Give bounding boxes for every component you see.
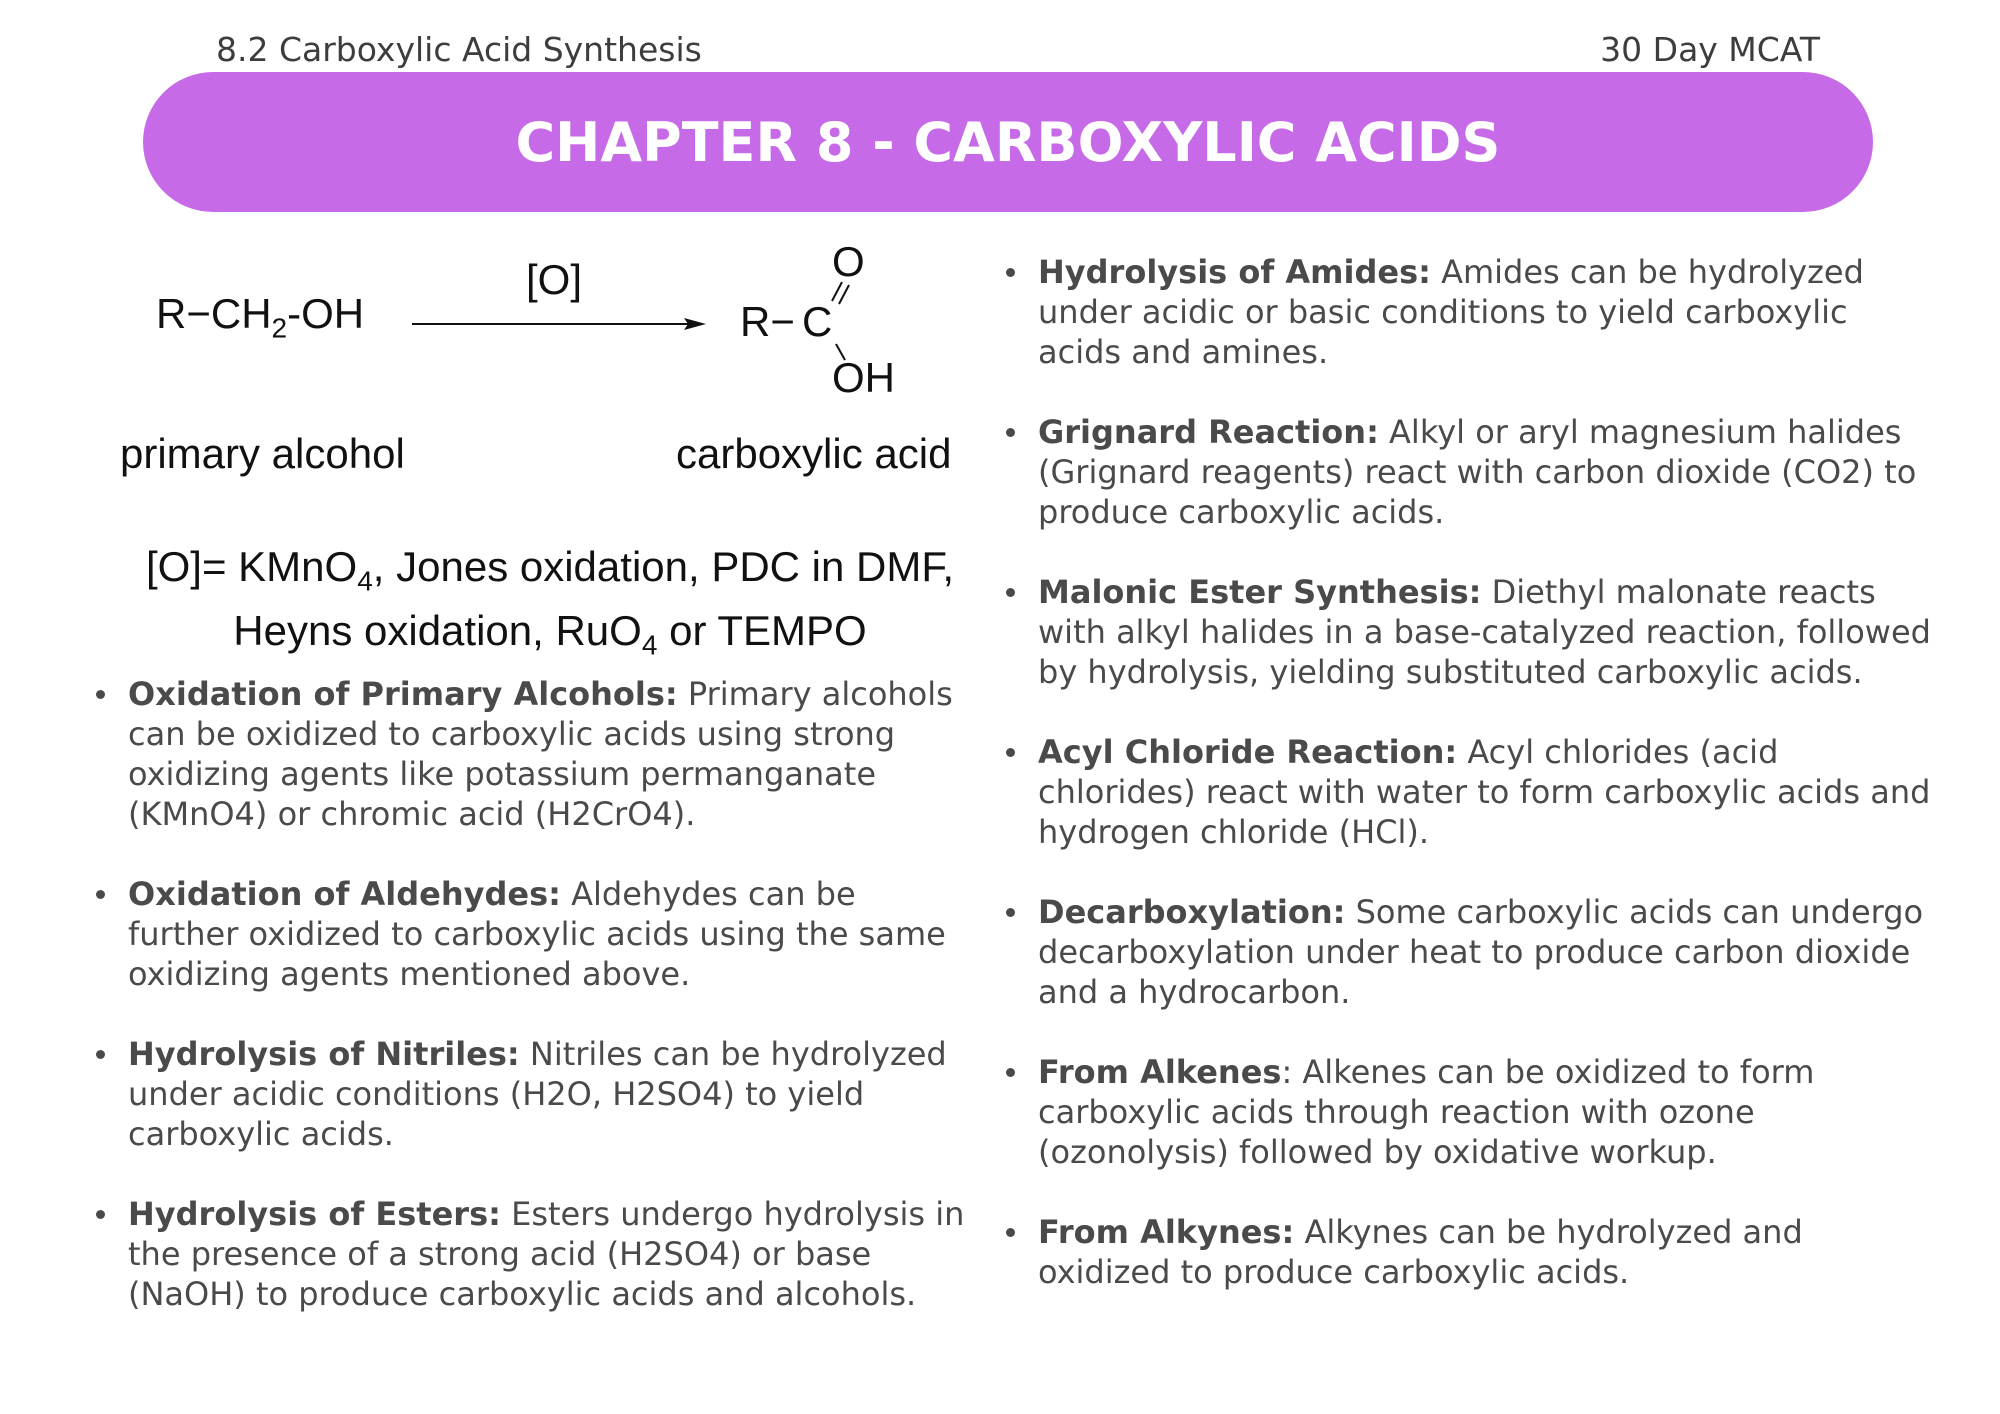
reactant-formula: $R-CH_2-OH$ [156,290,365,344]
product-hydroxyl: OH [832,354,895,401]
method-description: Primary alcohols can be oxidized to carboxylic acids using strong oxidizing agents like potassium permanganate (KMnO4) or chromic acid (H2CrO4). [128,675,953,833]
oxidant-reagents-list: [O]= KMnO$_4$, Jones oxidation, PDC in DMF, Heyns oxidation, RuO$_4$ or TEMPO [145,543,955,661]
method-description: Alkyl or aryl magnesium halides (Grignard reagents) react with carbon dioxide (CO2) to produce carboxylic acids. [1038,413,1917,531]
chapter-banner [143,72,1873,212]
list-item [1000,412,1940,532]
list-item [1000,1212,1940,1292]
synthesis-methods-right-list [1000,252,1940,1332]
method-term: From Alkynes: [1038,1213,1295,1251]
method-term: Malonic Ester Synthesis: [1038,573,1482,611]
list-item [90,874,970,994]
oxidation-reaction-scheme [110,238,990,661]
product-carbon: C [802,298,833,345]
method-description: Amides can be hydrolyzed under acidic or basic conditions to yield carboxylic acids and amines. [1038,253,1864,371]
product-r-group: R− [740,298,795,345]
list-item [1000,572,1940,692]
method-term: From Alkenes [1038,1053,1282,1091]
method-description: Diethyl malonate reacts with alkyl halides in a base-catalyzed reaction, followed by hydrolysis, yielding substituted carboxylic acids. [1038,573,1931,691]
oxidant-label: [O] [526,256,583,303]
product-label: carboxylic acid [676,430,952,477]
method-description: Nitriles can be hydrolyzed under acidic conditions (H2O, H2SO4) to yield carboxylic acids. [128,1035,947,1153]
chapter-title: CHAPTER 8 - CARBOXYLIC ACIDS [515,110,1501,174]
list-item [90,674,970,834]
method-term: Hydrolysis of Nitriles: [128,1035,520,1073]
method-description: Acyl chlorides (acid chlorides) react with water to form carboxylic acids and hydrogen chloride (HCl). [1038,733,1931,851]
list-item [90,1194,970,1314]
section-header: 8.2 Carboxylic Acid Synthesis [216,30,702,69]
method-description: Aldehydes can be further oxidized to carboxylic acids using the same oxidizing agents mentioned above. [128,875,946,993]
reactant-label: primary alcohol [120,430,405,477]
method-term: Acyl Chloride Reaction: [1038,733,1458,771]
synthesis-methods-left-list [90,674,970,1354]
list-item [90,1034,970,1154]
method-term: Hydrolysis of Esters: [128,1195,501,1233]
book-title: 30 Day MCAT [1600,30,1820,69]
method-description: Esters undergo hydrolysis in the presence of a strong acid (H2SO4) or base (NaOH) to produce carboxylic acids and alcohols. [128,1195,965,1313]
method-term: Oxidation of Aldehydes: [128,875,561,913]
list-item [1000,732,1940,852]
list-item [1000,892,1940,1012]
method-description: Alkynes can be hydrolyzed and oxidized to produce carboxylic acids. [1038,1213,1803,1291]
method-term: Decarboxylation: [1038,893,1346,931]
list-item [1000,252,1940,372]
product-carbonyl-oxygen: O [832,238,865,285]
method-description: : Alkenes can be oxidized to form carboxylic acids through reaction with ozone (ozonolysis) followed by oxidative workup. [1038,1053,1815,1171]
method-term: Grignard Reaction: [1038,413,1379,451]
method-term: Hydrolysis of Amides: [1038,253,1431,291]
list-item [1000,1052,1940,1172]
carbonyl-bond-2 [839,285,849,304]
method-description: Some carboxylic acids can undergo decarboxylation under heat to produce carbon dioxide and a hydrocarbon. [1038,893,1924,1011]
method-term: Oxidation of Primary Alcohols: [128,675,678,713]
